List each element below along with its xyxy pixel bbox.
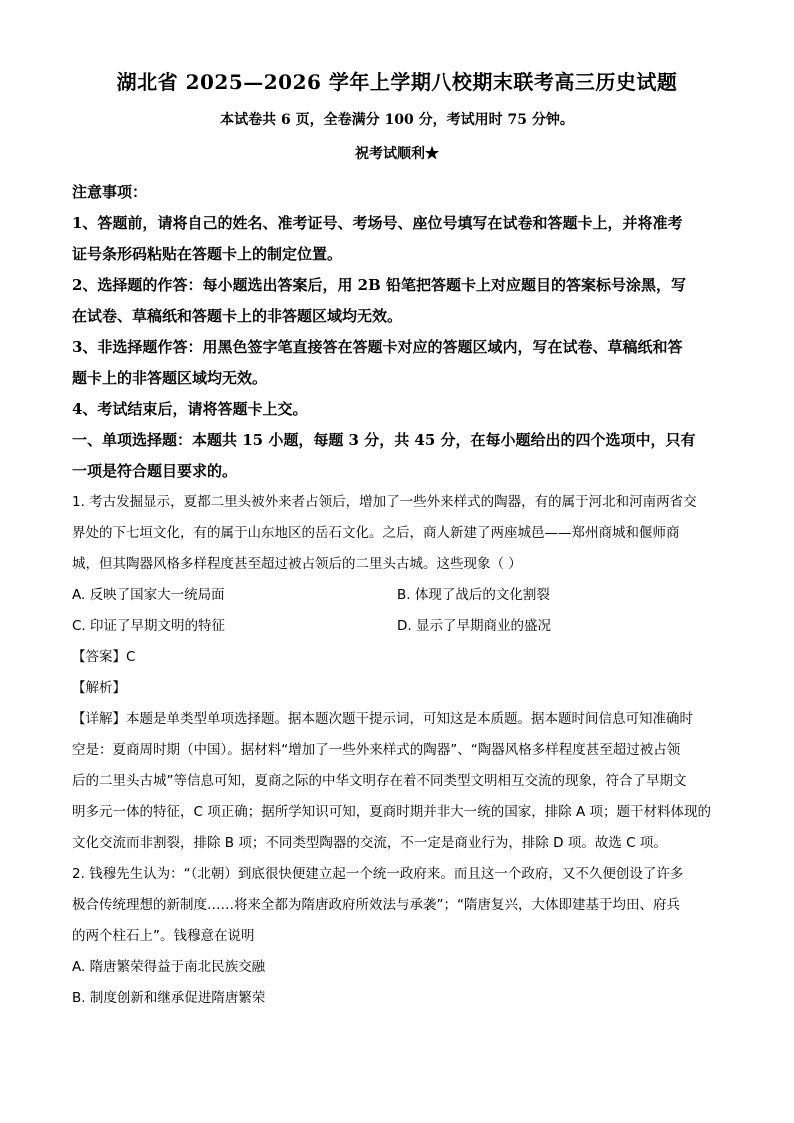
question-stem-line: 城，但其陶器风格多样程度甚至超过被占领后的二里头古城。这些现象（ ） <box>72 556 522 572</box>
detail-line: 明多元一体的特征，C 项正确；据所学知识可知，夏商时期并非大一统的国家，排除 A 项；题干材料体现的 <box>72 804 712 820</box>
option-c: C. 印证了早期文明的特征 <box>72 618 226 634</box>
notice-line: 题卡上的非答题区域均无效。 <box>72 369 268 387</box>
question-stem-line: 极合传统理想的新制度……将来全都为隋唐政府所效法与承袭”；“隋唐复兴，大体即建基于均田、府兵 <box>72 897 680 913</box>
detail-line: 后的二里头古城”等信息可知，夏商之际的中华文明存在着不同类型文明相互交流的现象，符合了早期文 <box>72 773 687 789</box>
question-stem-line: 的两个柱石上”。钱穆意在说明 <box>72 928 255 944</box>
notice-section <box>72 177 722 425</box>
question-stem-line: 界处的下七垣文化，有的属于山东地区的岳石文化。之后，商人新建了两座城邑——郑州商城和偃师商 <box>72 525 680 541</box>
exam-page <box>72 66 722 1014</box>
answer-label: 【答案】C <box>72 649 136 665</box>
good-luck-line: 祝考试顺利★ <box>355 146 439 162</box>
section-heading <box>72 425 722 487</box>
answer-options <box>72 580 722 642</box>
option-b: B. 体现了战后的文化割裂 <box>397 587 550 603</box>
exam-info: 本试卷共 6 页，全卷满分 100 分，考试用时 75 分钟。 <box>220 112 574 128</box>
option-d: D. 显示了早期商业的盛况 <box>397 618 551 634</box>
detail-line: 【详解】本题是单类型单项选择题。据本题次题干提示词，可知这是本质题。据本题时间信息可知准确时 <box>72 711 693 727</box>
notice-heading: 注意事项： <box>72 183 148 201</box>
option-a: A. 隋唐繁荣得益于南北民族交融 <box>72 959 266 975</box>
notice-line: 2、选择题的作答：每小题选出答案后，用 2B 铅笔把答题卡上对应题目的答案标号涂黑，写 <box>72 276 687 294</box>
question-2 <box>72 859 722 1014</box>
notice-line: 在试卷、草稿纸和答题卡上的非答题区域均无效。 <box>72 307 403 325</box>
detail-line: 空是：夏商周时期（中国）。据材料“增加了一些外来样式的陶器”、“陶器风格多样程度甚至超过被占领 <box>72 742 681 758</box>
analysis-label: 【解析】 <box>72 680 126 696</box>
notice-line: 4、考试结束后，请将答题卡上交。 <box>72 400 308 418</box>
notice-line: 1、答题前，请将自己的姓名、准考证号、考场号、座位号填写在试卷和答题卡上，并将准考 <box>72 214 683 232</box>
question-1 <box>72 487 722 859</box>
question-stem-line: 1. 考古发掘显示，夏都二里头被外来者占领后，增加了一些外来样式的陶器，有的属于河北和河南两省交 <box>72 494 697 510</box>
question-stem-line: 2. 钱穆先生认为：“（北朝）到底很快便建立起一个统一政府来。而且这一个政府，又不久便创设了许多 <box>72 866 684 882</box>
detail-line: 文化交流而非割裂，排除 B 项；不同类型陶器的交流，不一定是商业行为，排除 D 项。故选 C 项。 <box>72 835 667 851</box>
notice-line: 证号条形码粘贴在答题卡上的制定位置。 <box>72 245 343 263</box>
option-b: B. 制度创新和继承促进隋唐繁荣 <box>72 990 266 1006</box>
option-a: A. 反映了国家大一统局面 <box>72 587 225 603</box>
page-title: 湖北省 2025—2026 学年上学期八校期末联考高三历史试题 <box>116 70 678 94</box>
notice-line: 3、非选择题作答：用黑色签字笔直接答在答题卡对应的答题区域内，写在试卷、草稿纸和答 <box>72 338 683 356</box>
section-heading-line: 一项是符合题目要求的。 <box>72 462 238 480</box>
section-heading-line: 一、单项选择题：本题共 15 小题，每题 3 分，共 45 分，在每小题给出的四个选项中，只有 <box>72 431 696 449</box>
